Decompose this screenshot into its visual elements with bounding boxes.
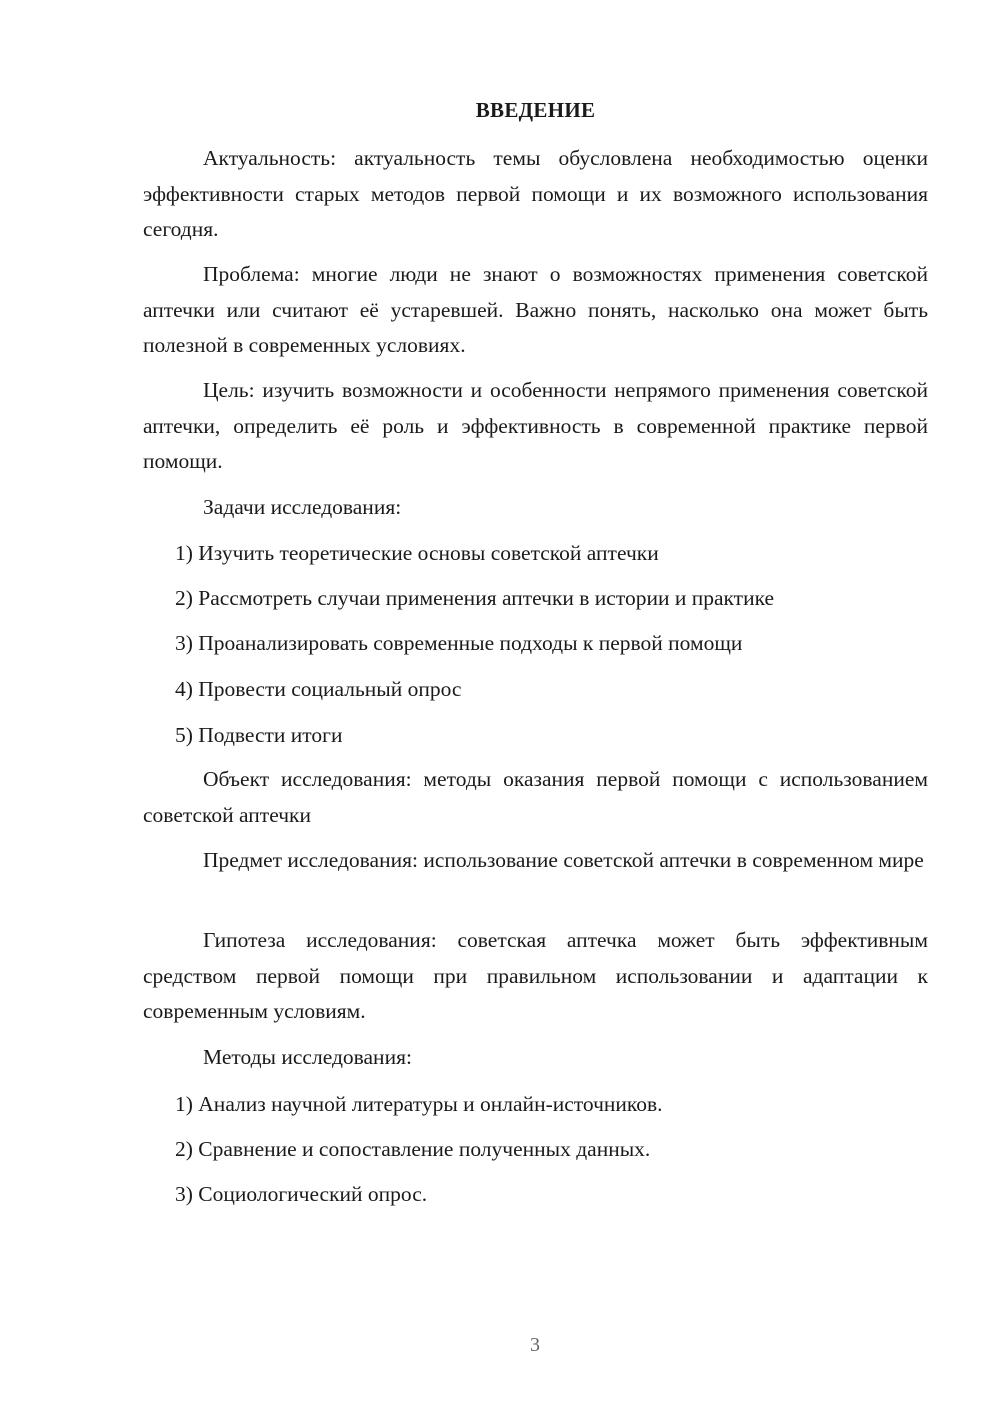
method-item-2: 2) Сравнение и сопоставление полученных данных. [175,1137,651,1161]
method-item-3: 3) Социологический опрос. [175,1182,428,1206]
task-item-4: 4) Провести социальный опрос [175,677,462,701]
task-item-1: 1) Изучить теоретические основы советской аптечки [175,541,659,565]
methods-heading: Методы исследования: [203,1045,412,1069]
paragraph-relevance: Актуальность: актуальность темы обусловлена необходимостью оценки эффективности старых методов первой помощи и их возможного использования сегодня. [143,146,928,241]
task-item-5: 5) Подвести итоги [175,723,343,747]
paragraph-problem: Проблема: многие люди не знают о возможностях применения советской аптечки или считают её устаревшей. Важно понять, насколько она может быть полезной в современных условиях. [143,262,928,357]
page-title: ВВЕДЕНИЕ [475,98,596,122]
paragraph-hypothesis: Гипотеза исследования: советская аптечка может быть эффективным средством первой помощи при правильном использовании и адаптации к современным условиям. [143,928,928,1023]
page-number: 3 [530,1334,540,1356]
method-item-1: 1) Анализ научной литературы и онлайн-источников. [175,1092,663,1116]
tasks-heading: Задачи исследования: [203,495,402,519]
task-item-2: 2) Рассмотреть случаи применения аптечки в истории и практике [175,586,775,610]
task-item-3: 3) Проанализировать современные подходы к первой помощи [175,631,743,655]
paragraph-goal: Цель: изучить возможности и особенности непрямого применения советской аптечки, определить её роль и эффективность в современной практике первой помощи. [143,378,928,473]
paragraph-subject: Предмет исследования: использование советской аптечки в современном мире [203,848,924,872]
paragraph-object: Объект исследования: методы оказания первой помощи с использованием советской аптечки [143,767,928,827]
